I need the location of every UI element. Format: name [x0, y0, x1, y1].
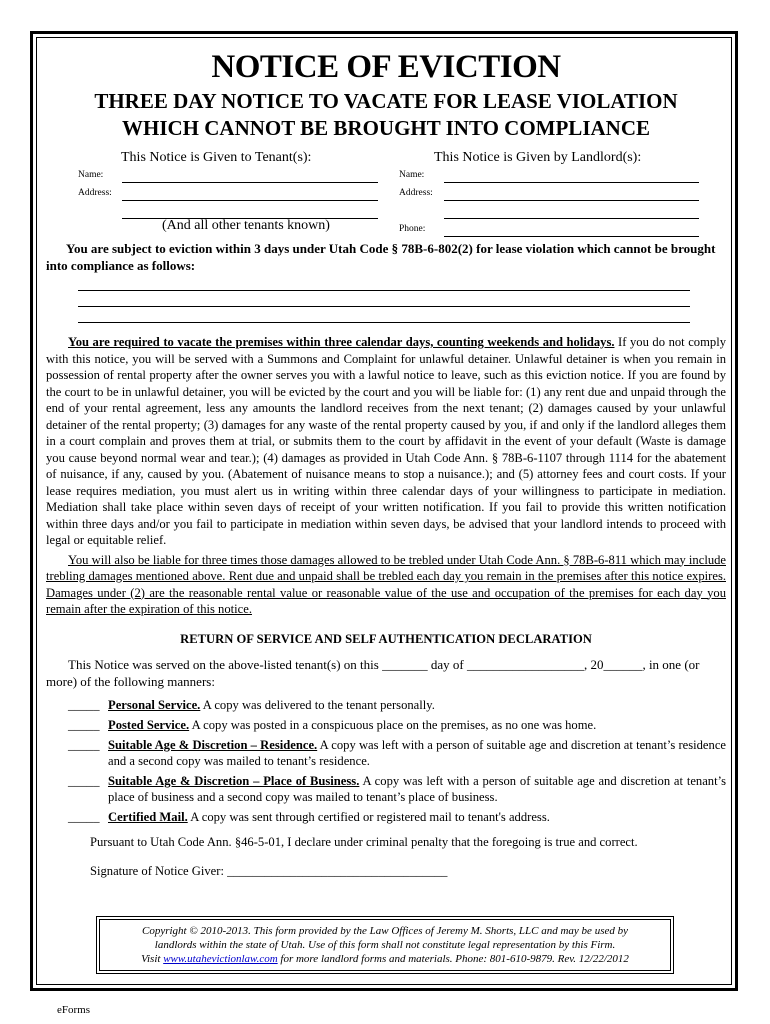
copyright-contact: for more landlord forms and materials. Phone: 801-610-9879. Rev. 12/22/2012 — [277, 953, 629, 965]
tenant-name-field[interactable] — [122, 182, 378, 183]
service-item-blank[interactable]: _____ — [68, 717, 100, 732]
service-item-blank[interactable]: _____ — [68, 773, 100, 788]
notice-paragraph-2: You will also be liable for three times those damages allowed to be trebled under Utah Code Ann. § 78B-6-811 which may include trebling damages mentioned above. Rent due and unpaid shall be trebled each day you remain in the premises after this notice expires. Damages under (2) are the reasonable rental value or reasonable value of the use and occupation of the premises for each day you remain after the expiration of this notice. — [46, 552, 726, 616]
service-item-posted[interactable] — [46, 717, 726, 733]
landlord-name-field[interactable] — [444, 182, 699, 183]
signature-line[interactable]: Signature of Notice Giver: ___________________________________ — [90, 863, 448, 878]
service-item-label: Certified Mail. — [108, 809, 188, 824]
landlord-address-field-2[interactable] — [444, 218, 699, 219]
service-item-blank[interactable]: _____ — [68, 809, 100, 824]
eforms-footer: eForms — [57, 1004, 90, 1016]
landlord-name-label: Name: — [399, 170, 425, 180]
service-item-label: Posted Service. — [108, 717, 190, 732]
service-item-desc: A copy was sent through certified or registered mail to tenant's address. — [187, 809, 550, 824]
service-item-residence[interactable] — [46, 737, 726, 769]
tenant-others-note: (And all other tenants known) — [162, 218, 330, 233]
service-item-desc: A copy was left with a person of suitable age and discretion at tenant’s place of business and a second copy was mailed to tenant’s place of business. — [108, 773, 726, 804]
notice-subtitle-line2: WHICH CANNOT BE BROUGHT INTO COMPLIANCE — [122, 116, 650, 140]
tenant-name-label: Name: — [78, 170, 104, 180]
notice-document — [46, 48, 726, 879]
service-item-blank[interactable]: _____ — [68, 697, 100, 712]
landlord-phone-field[interactable] — [444, 236, 699, 237]
service-item-label: Suitable Age & Discretion – Residence. — [108, 737, 318, 752]
service-item-desc: A copy was posted in a conspicuous place on the premises, as no one was home. — [189, 717, 597, 732]
service-item-label: Personal Service. — [108, 697, 201, 712]
copyright-visit: Visit — [141, 953, 164, 965]
service-item-certified-mail[interactable] — [46, 809, 726, 825]
tenant-address-label: Address: — [78, 188, 112, 198]
service-item-label: Suitable Age & Discretion – Place of Business. — [108, 773, 360, 788]
service-item-desc: A copy was left with a person of suitable age and discretion at tenant’s residence and a second copy was mailed to tenant’s residence. — [108, 737, 727, 768]
violation-lines — [46, 284, 726, 334]
landlord-phone-label: Phone: — [399, 224, 426, 234]
vacate-requirement: You are required to vacate the premises within three calendar days, counting weekends and holidays. — [68, 335, 615, 349]
service-item-desc: A copy was delivered to the tenant personally. — [200, 697, 435, 712]
violation-line-3[interactable] — [78, 322, 690, 323]
tenant-address-field[interactable] — [122, 200, 378, 201]
service-item-business[interactable] — [46, 773, 726, 805]
tenant-heading: This Notice is Given to Tenant(s): — [121, 150, 312, 165]
copyright-text — [99, 919, 671, 971]
copyright-line-2: landlords within the state of Utah. Use of this form shall not constitute legal representation by this Firm. — [154, 939, 616, 951]
notice-subtitle-line1: THREE DAY NOTICE TO VACATE FOR LEASE VIOLATION — [94, 89, 678, 113]
copyright-box — [96, 916, 674, 974]
notice-title: NOTICE OF EVICTION — [211, 49, 561, 85]
service-item-blank[interactable]: _____ — [68, 737, 100, 752]
paragraph-1-body: If you do not comply with this notice, you will be served with a Summons and Complaint for unlawful detainer. Unlawful detainer is when you remain in possession of rental property after the owner serves you with a lawful notice to leave, such as this eviction notice. If you are found by the court to be in unlawful detainer, you will be evicted by the court and you will be liable for: (1) any rent due and unpaid through the end of your rental agreement, less any amounts the landlord receives from the next tenant; (2) damages caused by your unlawful detainer of the rental property; (3) damages for any waste of the rental property caused by you, if and only if the landlord alleges them in a court complain and proves them at trial, or submits them to the court by affidavit in the event of your default (Waste is damage you cause beyond normal wear and tear.); (4) damages as provided in Utah Code Ann. § 78B-6-1107 through 1114 for the abatement of nuisance, if any, caused by you. (Abatement of nuisance means to stop a nuisance.); and (5) attorney fees and court costs. If your lease requires mediation, you must alert us in writing within three calendar days of your willingness to participate in mediation. Mediation shall take place within seven days of receipt of your written notification. If you fail to provide this written notification within three days and/or you fail to participate in mediation within seven days, be advised that your landlord intends to proceed with legal or equitable relief. — [46, 335, 726, 547]
landlord-heading: This Notice is Given by Landlord(s): — [434, 150, 642, 165]
subject-sentence: You are subject to eviction within 3 days under Utah Code § 78B-6-802(2) for lease violation which cannot be brought into compliance as follows: — [46, 241, 716, 273]
notice-paragraph-1 — [46, 334, 726, 549]
served-statement: This Notice was served on the above-listed tenant(s) on this _______ day of __________________, 20______, in one (or more) of the following manners: — [46, 656, 700, 689]
service-methods-list — [46, 697, 726, 825]
parties-section — [46, 150, 726, 234]
service-item-personal[interactable] — [46, 697, 726, 713]
landlord-address-label: Address: — [399, 188, 433, 198]
violation-line-2[interactable] — [78, 306, 690, 307]
website-link[interactable]: www.utahevictionlaw.com — [163, 953, 278, 965]
violation-line-1[interactable] — [78, 290, 690, 291]
landlord-address-field[interactable] — [444, 200, 699, 201]
return-of-service-heading: RETURN OF SERVICE AND SELF AUTHENTICATION DECLARATION — [180, 631, 592, 646]
pursuant-declaration: Pursuant to Utah Code Ann. §46-5-01, I declare under criminal penalty that the foregoing is true and correct. — [90, 834, 638, 849]
copyright-line-1: Copyright © 2010-2013. This form provided by the Law Offices of Jeremy M. Shorts, LLC and may be used by — [141, 925, 628, 937]
